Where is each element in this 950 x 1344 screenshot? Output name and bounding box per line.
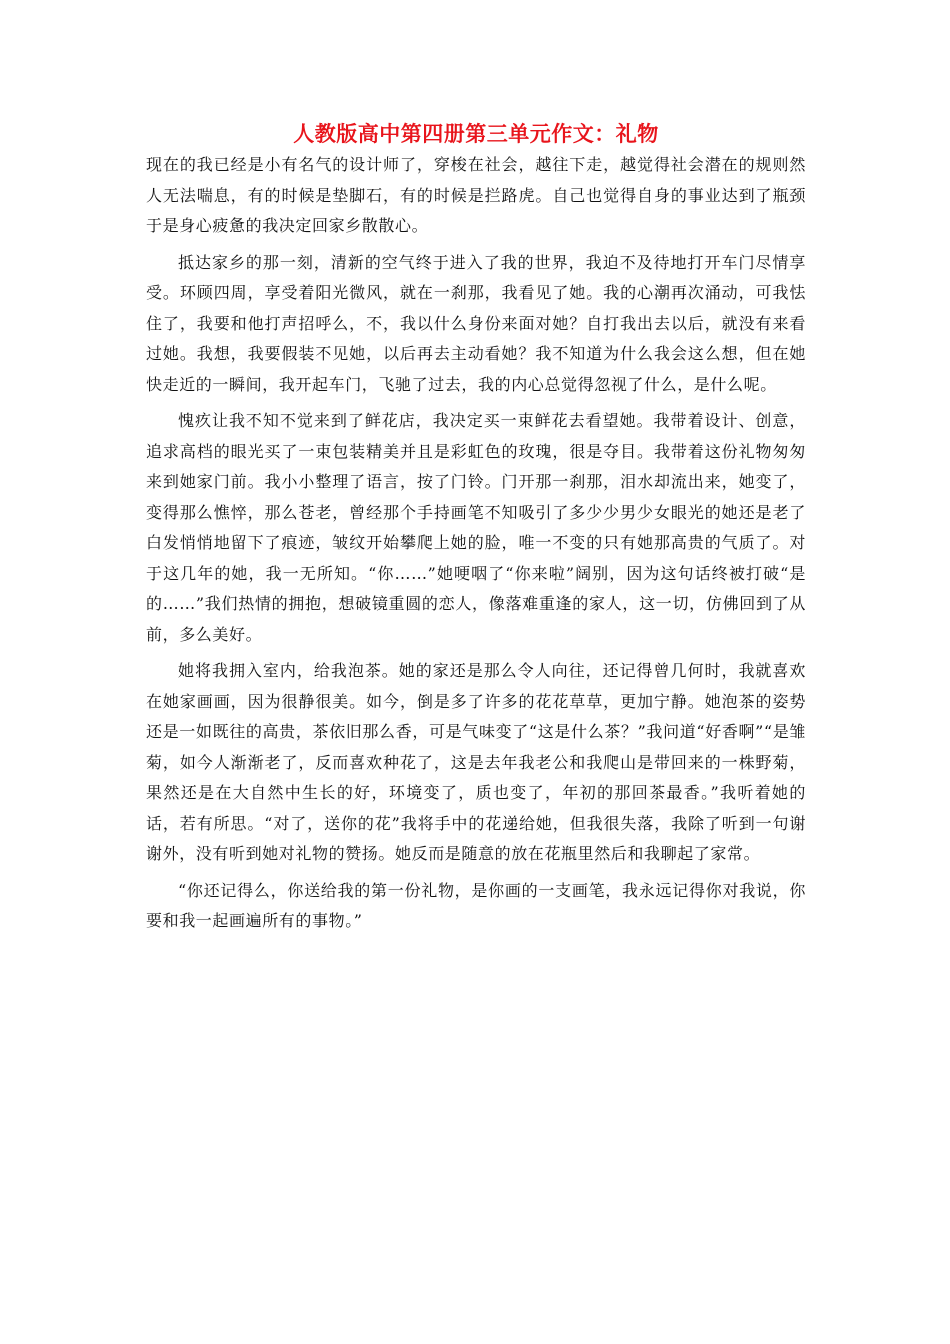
paragraph-2: 抵达家乡的那一刻，清新的空气终于进入了我的世界，我迫不及待地打开车门尽情享受。环顾四周，享受着阳光微风，就在一刹那，我看见了她。我的心潮再次涌动，可我怯住了，我要和他打声招呼么，不，我以什么身份来面对她？自打我出去以后，就没有来看过她。我想，我要假装不见她，以后再去主动看她？我不知道为什么我会这么想，但在她快走近的一瞬间，我开起车门，飞驰了过去，我的内心总觉得忽视了什么，是什么呢。 <box>146 252 806 394</box>
document-title: 人教版高中第四册第三单元作文：礼物 <box>293 121 659 146</box>
paragraph-1: 现在的我已经是小有名气的设计师了，穿梭在社会，越往下走，越觉得社会潜在的规则然人无法喘息，有的时候是垫脚石，有的时候是拦路虎。自己也觉得自身的事业达到了瓶颈于是身心疲惫的我决定回家乡散散心。 <box>146 155 806 235</box>
paragraph-5: “你还记得么，你送给我的第一份礼物，是你画的一支画笔，我永远记得你对我说，你要和我一起画遍所有的事物。” <box>146 880 806 930</box>
paragraph-4: 她将我拥入室内，给我泡茶。她的家还是那么令人向往，还记得曾几何时，我就喜欢在她家画画，因为很静很美。如今，倒是多了许多的花花草草，更加宁静。她泡茶的姿势还是一如既往的高贵，茶依旧那么香，可是气味变了“这是什么茶？”我问道“好香啊”“是雏菊，如今人渐渐老了，反而喜欢种花了，这是去年我老公和我爬山是带回来的一株野菊，果然还是在大自然中生长的好，环境变了，质也变了，年初的那回茶最香。”我听着她的话，若有所思。“对了，送你的花”我将手中的花递给她，但我很失落，我除了听到一句谢谢外，没有听到她对礼物的赞扬。她反而是随意的放在花瓶里然后和我聊起了家常。 <box>146 661 806 863</box>
document-page <box>146 118 806 943</box>
paragraph-3: 愧疚让我不知不觉来到了鲜花店，我决定买一束鲜花去看望她。我带着设计、创意，追求高档的眼光买了一束包装精美并且是彩虹色的玫瑰，很是夺目。我带着这份礼物匆匆来到她家门前。我小小整理了语言，按了门铃。门开那一刹那，泪水却流出来，她变了，变得那么憔悴，那么苍老，曾经那个手持画笔不知吸引了多少少男少女眼光的她还是老了白发悄悄地留下了痕迹，皱纹开始攀爬上她的脸，唯一不变的只有她那高贵的气质了。对于这几年的她，我一无所知。“你……”她哽咽了“你来啦”阔别，因为这句话终被打破“是的……”我们热情的拥抱，想破镜重圆的恋人，像落难重逢的家人，这一切，仿佛回到了从前，多么美好。 <box>146 411 806 644</box>
